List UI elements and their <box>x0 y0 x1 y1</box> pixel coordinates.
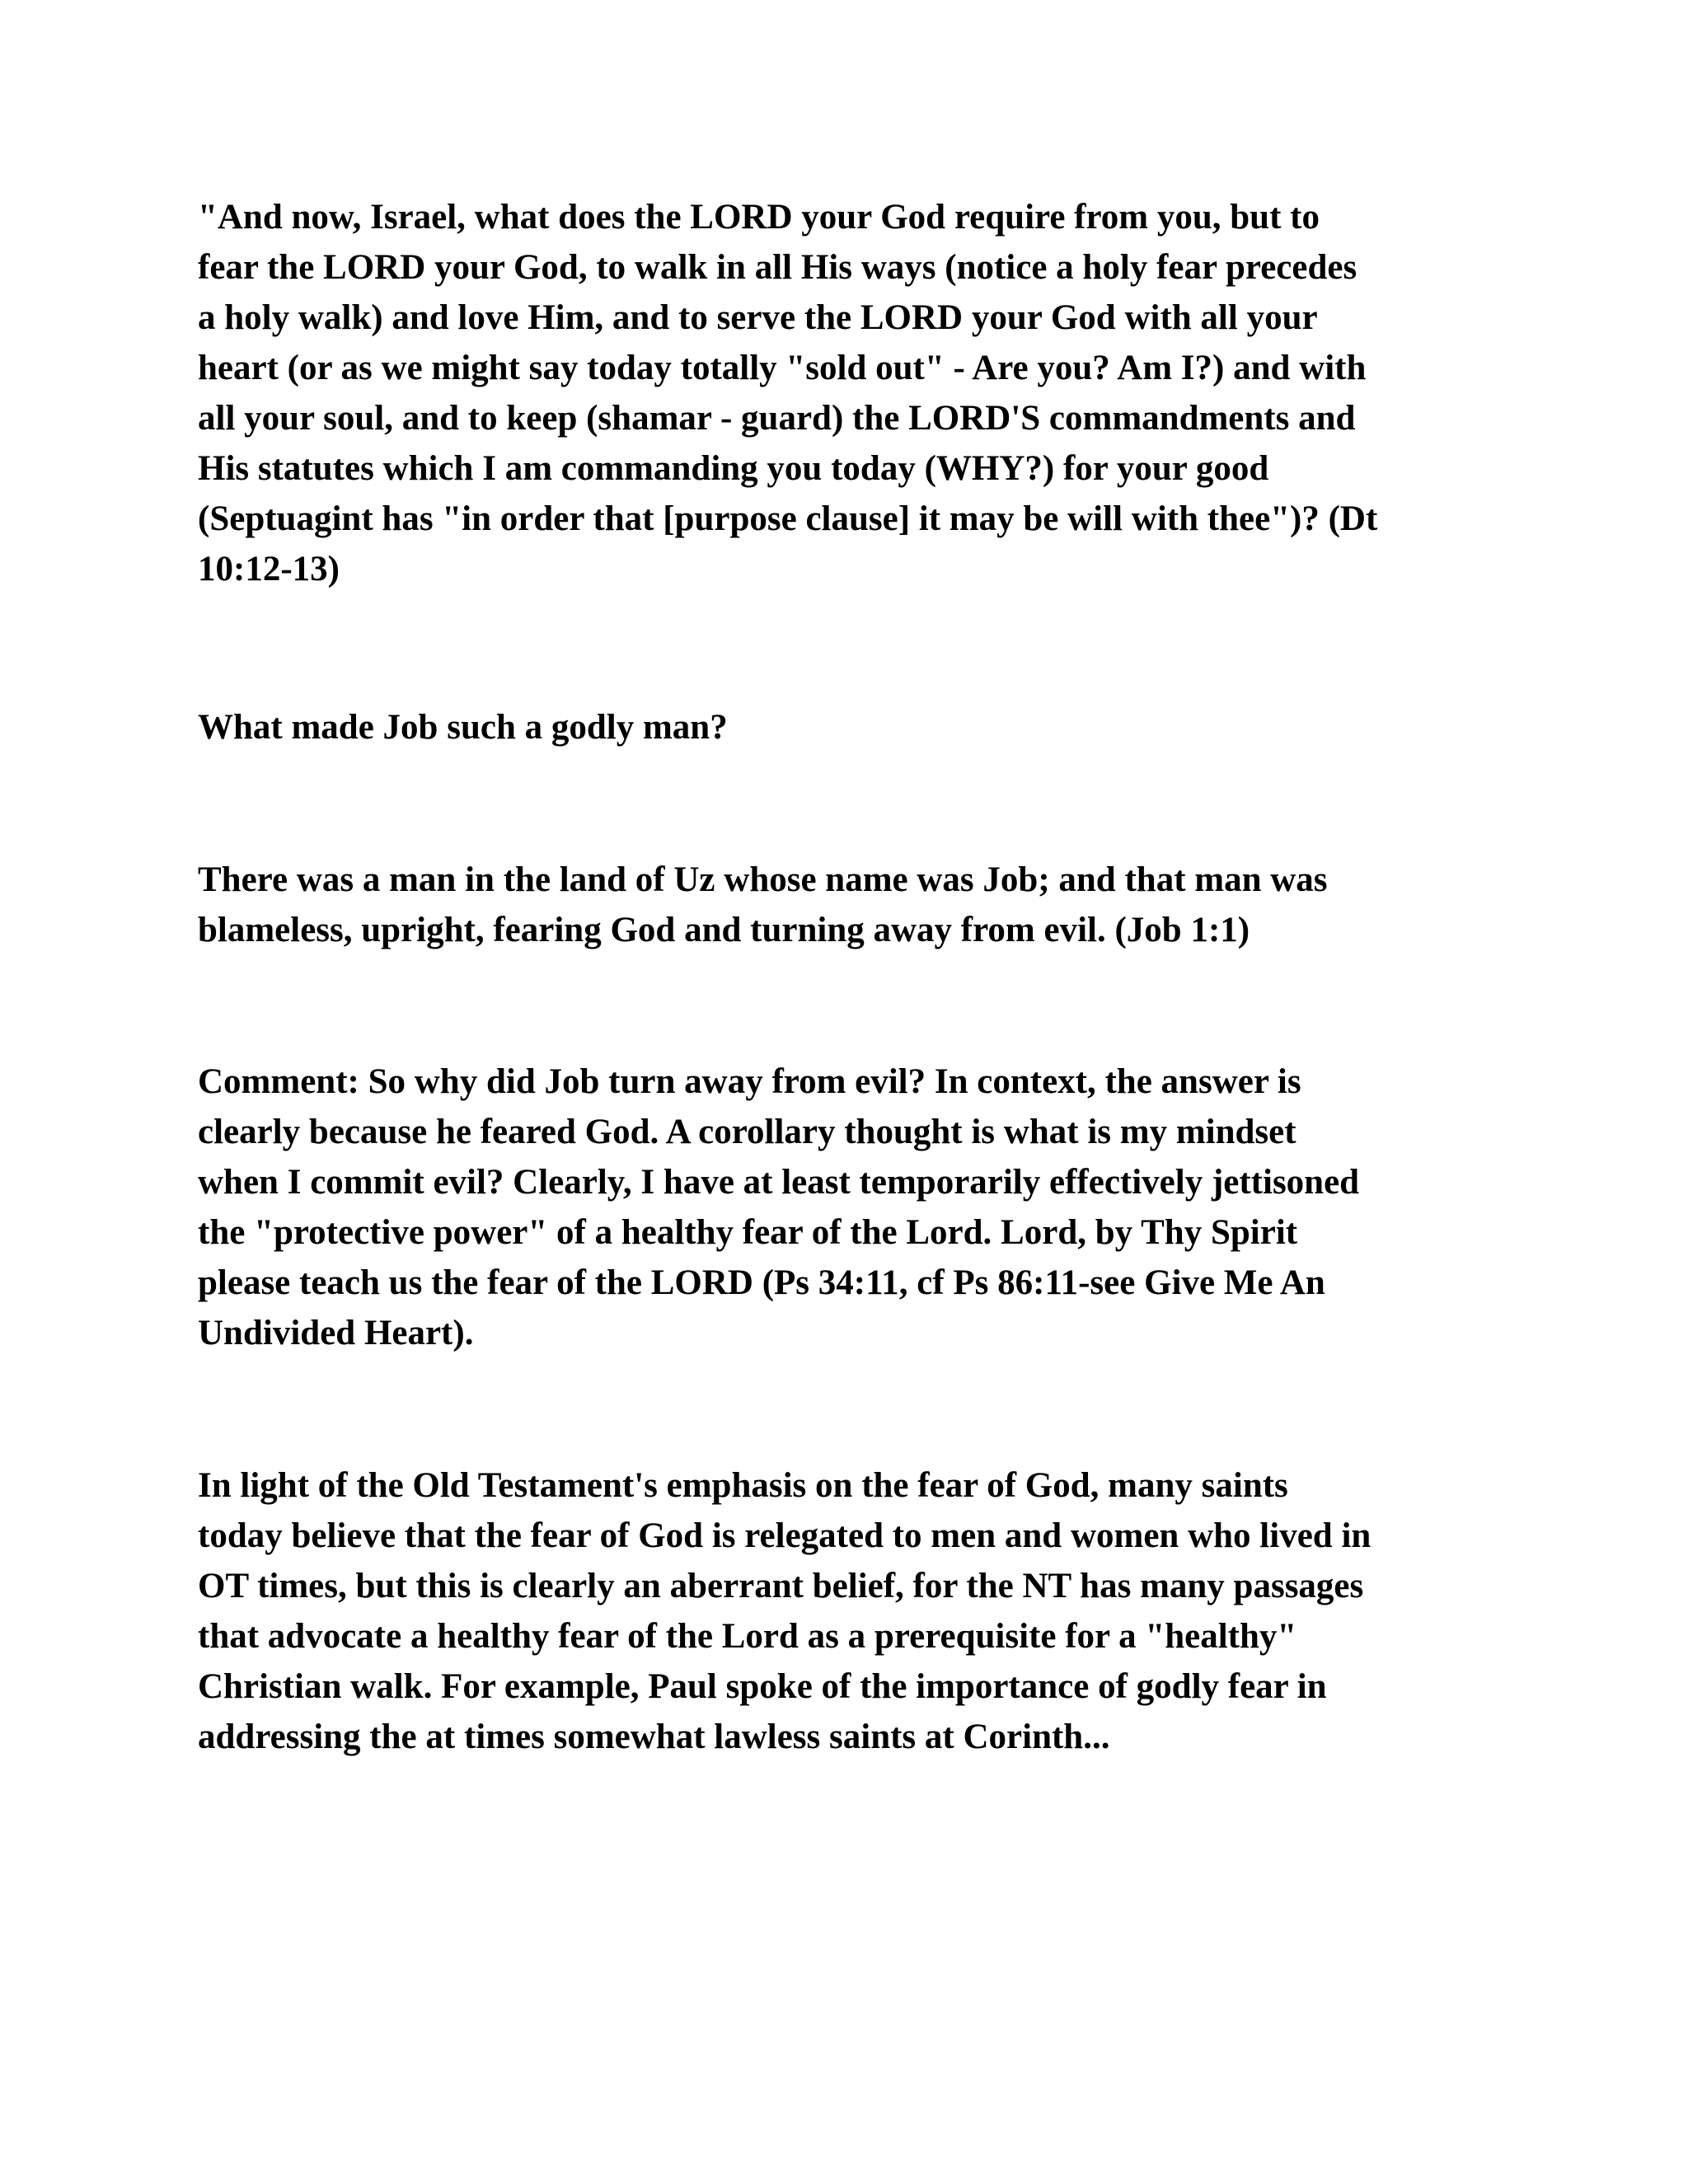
text-line: Christian walk. For example, Paul spoke of the importance of godly fear in <box>198 1667 1327 1706</box>
text-line: His statutes which I am commanding you today (WHY?) for your good <box>198 449 1269 488</box>
text-line: heart (or as we might say today totally "sold out" - Are you? Am I?) and with <box>198 349 1367 387</box>
paragraph-deuteronomy-quote <box>198 192 1500 594</box>
text-line: Comment: So why did Job turn away from evil? In context, the answer is <box>198 1062 1301 1101</box>
text-line: all your soul, and to keep (shamar - guard) the LORD'S commandments and <box>198 399 1356 438</box>
text-line: In light of the Old Testament's emphasis on the fear of God, many saints <box>198 1466 1288 1505</box>
text-line: clearly because he feared God. A corollary thought is what is my mindset <box>198 1113 1296 1151</box>
text-line: "And now, Israel, what does the LORD your God require from you, but to <box>198 198 1320 237</box>
text-line: a holy walk) and love Him, and to serve the LORD your God with all your <box>198 298 1318 337</box>
paragraph-comment <box>198 1057 1500 1358</box>
text-line: (Septuagint has "in order that [purpose clause] it may be will with thee")? (Dt <box>198 499 1378 538</box>
text-line: addressing the at times somewhat lawless saints at Corinth... <box>198 1718 1110 1756</box>
text-line: that advocate a healthy fear of the Lord as a prerequisite for a "healthy" <box>198 1617 1297 1656</box>
text-line: the "protective power" of a healthy fear of the Lord. Lord, by Thy Spirit <box>198 1213 1298 1252</box>
text-line: please teach us the fear of the LORD (Ps 34:11, cf Ps 86:11-see Give Me An <box>198 1263 1325 1302</box>
text-line: There was a man in the land of Uz whose name was Job; and that man was <box>198 860 1328 899</box>
paragraph-question <box>198 702 1500 752</box>
text-line: Undivided Heart). <box>198 1314 474 1352</box>
text-line: 10:12-13) <box>198 550 340 588</box>
text-line: today believe that the fear of God is relegated to men and women who lived in <box>198 1516 1372 1555</box>
text-line: What made Job such a godly man? <box>198 708 728 747</box>
text-line: OT times, but this is clearly an aberrant belief, for the NT has many passages <box>198 1567 1364 1605</box>
text-line: blameless, upright, fearing God and turning away from evil. (Job 1:1) <box>198 911 1250 949</box>
paragraph-new-testament <box>198 1460 1500 1762</box>
text-line: when I commit evil? Clearly, I have at least temporarily effectively jettisoned <box>198 1163 1360 1202</box>
text-line: fear the LORD your God, to walk in all His ways (notice a holy fear precedes <box>198 248 1357 287</box>
paragraph-job-quote <box>198 855 1500 955</box>
